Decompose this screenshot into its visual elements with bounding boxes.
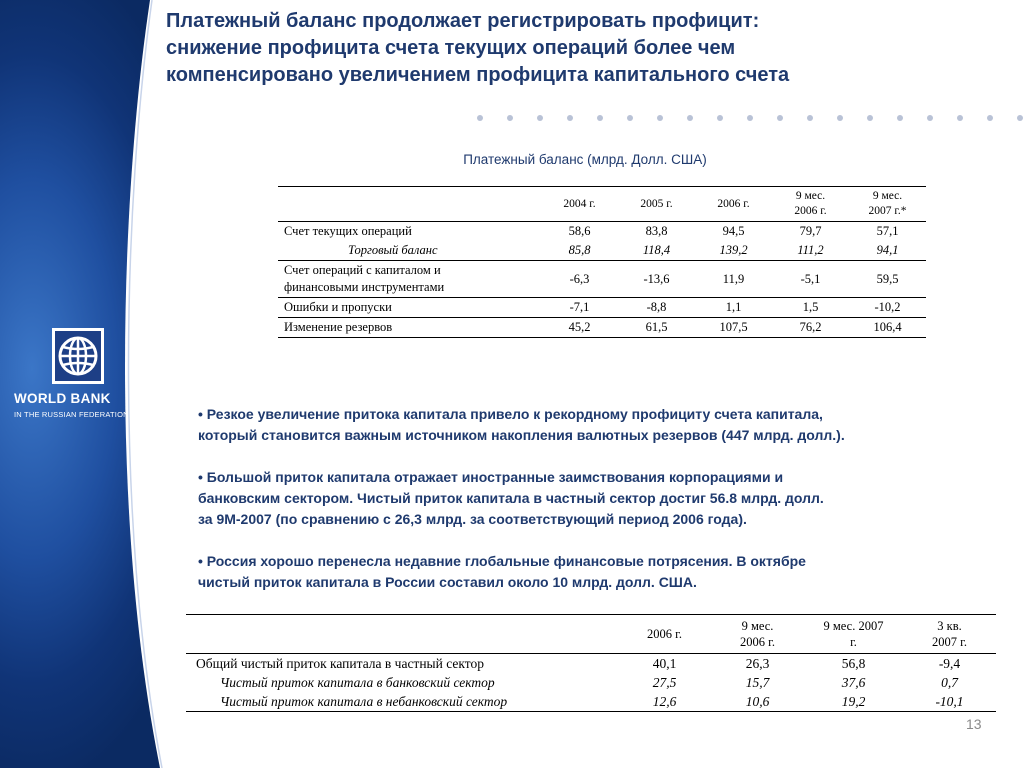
slide-title xyxy=(166,8,1016,89)
table-row xyxy=(278,298,926,318)
cell: -9,4 xyxy=(938,655,961,671)
cell: 106,4 xyxy=(849,318,926,338)
row-label: Общий чистый приток капитала в частный сектор xyxy=(196,655,484,671)
capital-inflow-table xyxy=(186,614,996,712)
bullet-item: • Большой приток капитала отражает иностранные заимствования корпорациями и банковским сектором. Чистый приток капитала в частный сектор достиг 56.8 млрд. долл. за 9М-2007 (по сравнению с 26,3 млрд. за соответствующий период 2006 года). xyxy=(198,469,824,527)
cell: 94,5 xyxy=(722,224,745,238)
header-cell: 9 мес. 2006 г. xyxy=(772,187,849,222)
table-row xyxy=(278,241,926,261)
table-header-row xyxy=(278,187,926,222)
cell: 107,5 xyxy=(695,318,772,338)
cell: 37,6 xyxy=(841,674,866,690)
header-cell: 3 кв. 2007 г. xyxy=(903,615,996,654)
cell: 79,7 xyxy=(799,224,822,238)
header-cell: 2004 г. xyxy=(541,187,618,222)
row-label: Счет текущих операций xyxy=(284,224,412,238)
dotted-divider xyxy=(476,113,1024,123)
cell: 118,4 xyxy=(642,243,671,257)
header-cell: 9 мес. 2007 г. xyxy=(804,615,903,654)
row-label: Чистый приток капитала в банковский сектор xyxy=(220,674,495,690)
row-label: Счет операций с капиталом и финансовыми инструментами xyxy=(278,261,541,298)
cell: 58,6 xyxy=(568,224,591,238)
cell: 27,5 xyxy=(652,674,677,690)
cell: 40,1 xyxy=(652,655,677,671)
balance-of-payments-table xyxy=(278,186,926,338)
header-cell: 9 мес. 2006 г. xyxy=(711,615,804,654)
cell: 12,6 xyxy=(618,692,711,712)
header-cell xyxy=(278,187,541,222)
cell: -8,8 xyxy=(618,298,695,318)
cell: -13,6 xyxy=(618,261,695,298)
cell: 61,5 xyxy=(618,318,695,338)
header-cell: 2006 г. xyxy=(695,187,772,222)
brand-name: WORLD BANK xyxy=(14,391,111,406)
row-label: Чистый приток капитала в небанковский сектор xyxy=(186,692,618,712)
page-number: 13 xyxy=(966,716,982,732)
brand-subtitle: IN THE RUSSIAN FEDERATION xyxy=(14,410,129,419)
cell: -10,1 xyxy=(903,692,996,712)
cell: 57,1 xyxy=(876,224,899,238)
row-label: Торговый баланс xyxy=(348,243,438,257)
bullet-item: • Россия хорошо перенесла недавние глобальные финансовые потрясения. В октябре чистый приток капитала в России составил около 10 млрд. долл. США. xyxy=(198,553,806,590)
cell: 94,1 xyxy=(876,243,899,257)
cell: 83,8 xyxy=(645,224,668,238)
cell: 0,7 xyxy=(941,674,958,690)
cell: -7,1 xyxy=(541,298,618,318)
decorative-curve xyxy=(0,0,200,768)
cell: 1,1 xyxy=(695,298,772,318)
cell: 1,5 xyxy=(772,298,849,318)
cell: 45,2 xyxy=(541,318,618,338)
cell: 85,8 xyxy=(568,243,591,257)
world-bank-logo xyxy=(52,328,104,384)
title-line: компенсировано увеличением профицита капитального счета xyxy=(166,64,790,86)
table-row xyxy=(186,673,996,692)
cell: -10,2 xyxy=(849,298,926,318)
row-label: Изменение резервов xyxy=(278,318,541,338)
cell: 59,5 xyxy=(849,261,926,298)
cell: -5,1 xyxy=(772,261,849,298)
cell: 76,2 xyxy=(772,318,849,338)
row-label: Ошибки и пропуски xyxy=(278,298,541,318)
table-row xyxy=(186,654,996,674)
cell: 11,9 xyxy=(695,261,772,298)
cell: 111,2 xyxy=(797,243,824,257)
bullet-item: • Резкое увеличение притока капитала привело к рекордному профициту счета капитала, который становится важным источником накопления валютных резервов (447 млрд. долл.). xyxy=(198,406,845,443)
cell: 15,7 xyxy=(745,674,770,690)
cell: -6,3 xyxy=(541,261,618,298)
bullet-list xyxy=(198,404,1008,614)
header-cell xyxy=(186,615,618,654)
table-header-row xyxy=(186,615,996,654)
cell: 10,6 xyxy=(711,692,804,712)
table-row xyxy=(278,261,926,298)
header-cell: 2006 г. xyxy=(618,615,711,654)
cell: 139,2 xyxy=(719,243,748,257)
title-line: Платежный баланс продолжает регистрировать профицит: xyxy=(166,10,760,32)
table-row xyxy=(186,692,996,712)
title-line: снижение профицита счета текущих операций более чем xyxy=(166,37,736,59)
table-row xyxy=(278,222,926,242)
globe-icon xyxy=(55,331,101,381)
header-cell: 2005 г. xyxy=(618,187,695,222)
header-cell: 9 мес. 2007 г.* xyxy=(849,187,926,222)
cell: 19,2 xyxy=(804,692,903,712)
cell: 56,8 xyxy=(841,655,866,671)
cell: 26,3 xyxy=(745,655,770,671)
table-title: Платежный баланс (млрд. Долл. США) xyxy=(463,152,707,167)
table-row xyxy=(278,318,926,338)
